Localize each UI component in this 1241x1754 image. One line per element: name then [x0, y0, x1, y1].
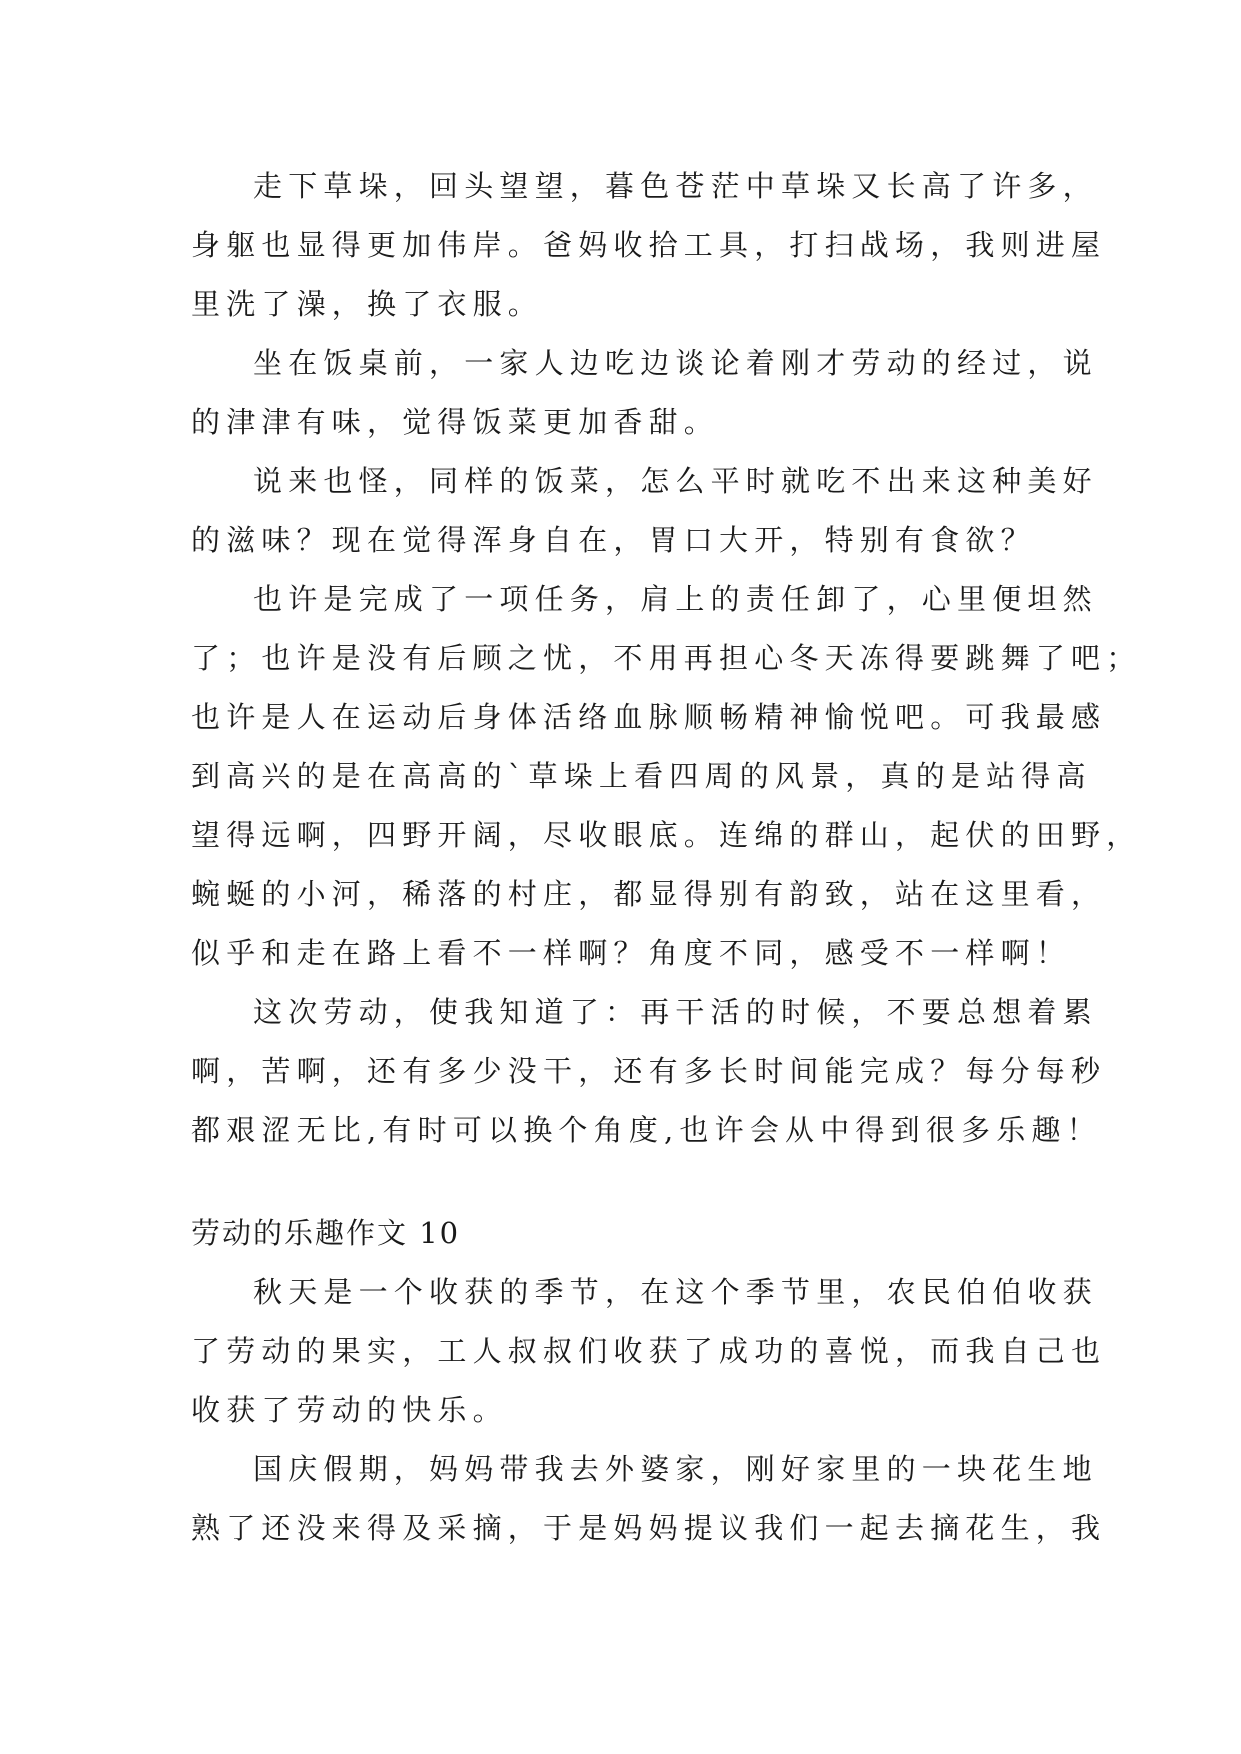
paragraph-line: 这次劳动，使我知道了：再干活的时候，不要总想着累: [253, 995, 1098, 1029]
paragraph-line: 的津津有味，觉得饭菜更加香甜。: [191, 405, 720, 439]
paragraph-line: 也许是人在运动后身体活络血脉顺畅精神愉悦吧。可我最感: [191, 700, 1107, 734]
paragraph-line: 身躯也显得更加伟岸。爸妈收拾工具，打扫战场，我则进屋: [191, 228, 1107, 262]
paragraph-line: 坐在饭桌前，一家人边吃边谈论着刚才劳动的经过，说: [253, 346, 1098, 380]
paragraph-line: 到高兴的是在高高的`草垛上看四周的风景，真的是站得高: [191, 759, 1092, 793]
paragraph-line: 的滋味？现在觉得浑身自在，胃口大开，特别有食欲？: [191, 523, 1036, 557]
paragraph-line: 望得远啊，四野开阔，尽收眼底。连绵的群山，起伏的田野，: [191, 818, 1142, 852]
paragraph-line: 都艰涩无比,有时可以换个角度,也许会从中得到很多乐趣！: [191, 1113, 1102, 1147]
paragraph-line: 走下草垛，回头望望，暮色苍茫中草垛又长高了许多，: [253, 169, 1098, 203]
paragraph-line: 似乎和走在路上看不一样啊？角度不同，感受不一样啊！: [191, 936, 1072, 970]
section-heading: 劳动的乐趣作文 10: [191, 1216, 461, 1250]
paragraph-line: 了；也许是没有后顾之忧，不用再担心冬天冻得要跳舞了吧；: [191, 641, 1142, 675]
paragraph-line: 国庆假期，妈妈带我去外婆家，刚好家里的一块花生地: [253, 1452, 1098, 1486]
paragraph-line: 说来也怪，同样的饭菜，怎么平时就吃不出来这种美好: [253, 464, 1098, 498]
paragraph-line: 了劳动的果实，工人叔叔们收获了成功的喜悦，而我自己也: [191, 1334, 1107, 1368]
paragraph-line: 秋天是一个收获的季节，在这个季节里，农民伯伯收获: [253, 1275, 1098, 1309]
paragraph-line: 收获了劳动的快乐。: [191, 1393, 508, 1427]
paragraph-line: 也许是完成了一项任务，肩上的责任卸了，心里便坦然: [253, 582, 1098, 616]
paragraph-line: 里洗了澡，换了衣服。: [191, 287, 544, 321]
paragraph-line: 蜿蜒的小河，稀落的村庄，都显得别有韵致，站在这里看，: [191, 877, 1107, 911]
paragraph-line: 熟了还没来得及采摘，于是妈妈提议我们一起去摘花生，我: [191, 1511, 1107, 1545]
paragraph-line: 啊，苦啊，还有多少没干，还有多长时间能完成？每分每秒: [191, 1054, 1107, 1088]
